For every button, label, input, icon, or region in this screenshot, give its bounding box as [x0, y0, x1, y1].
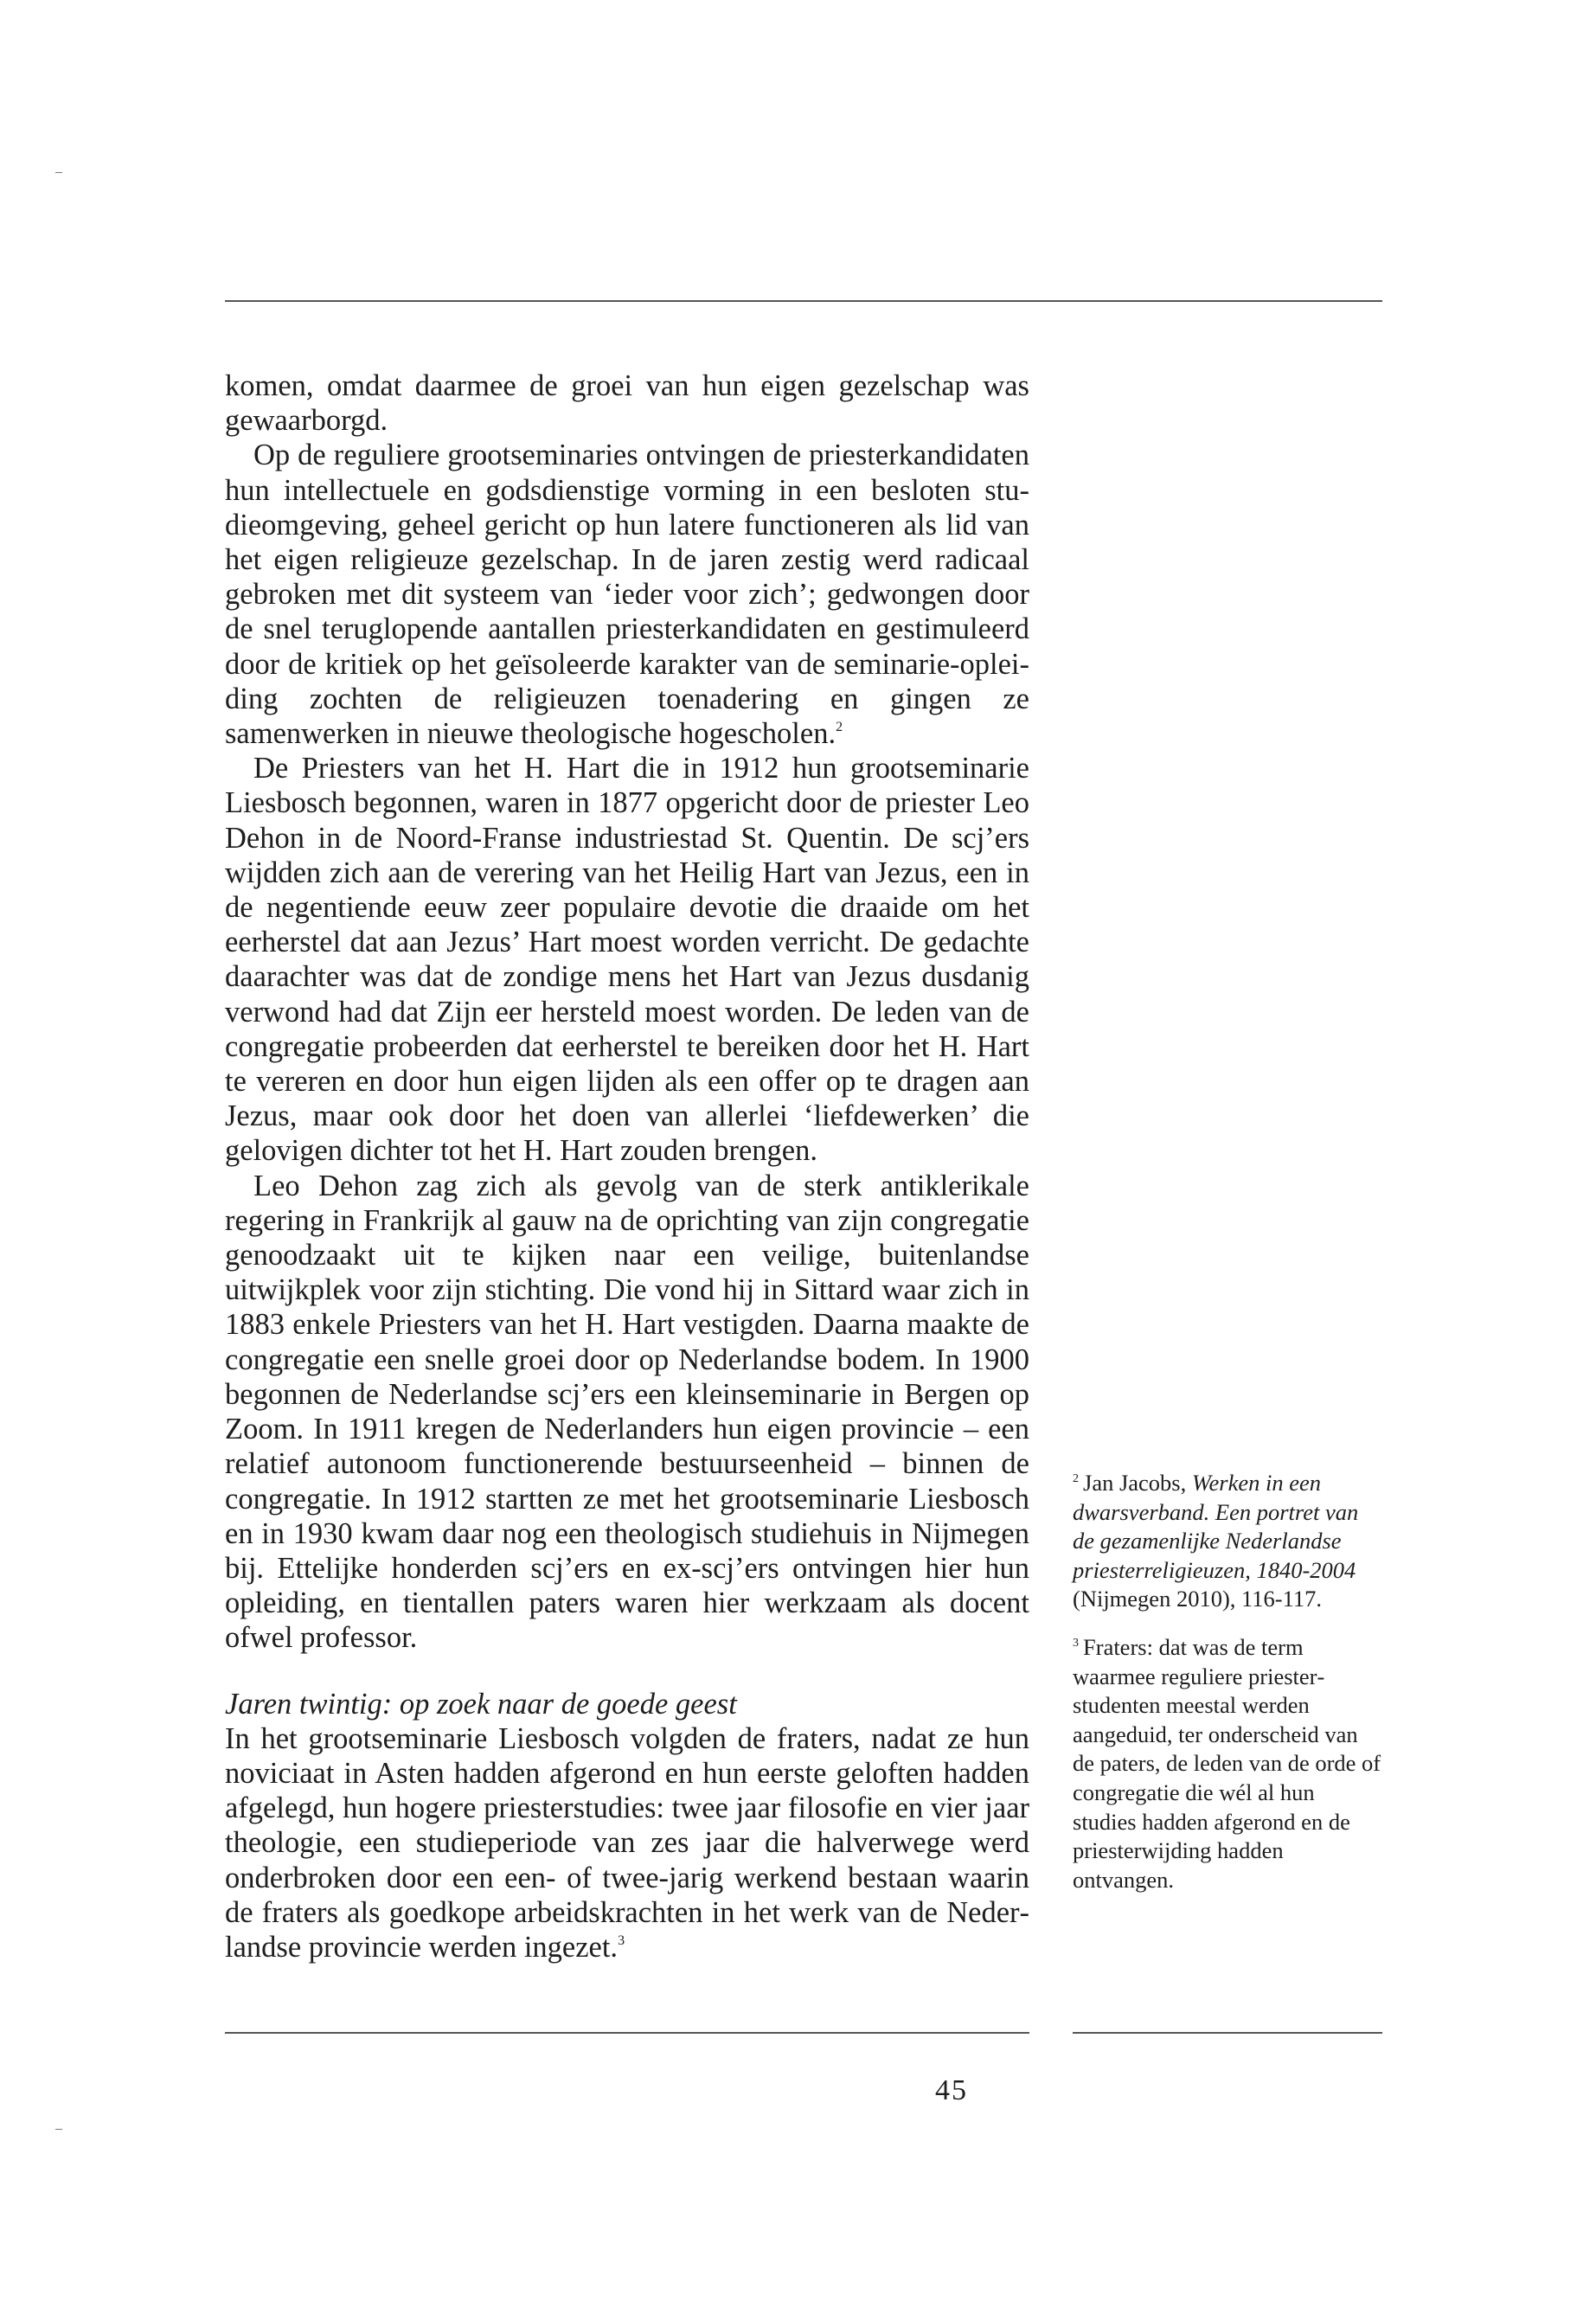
header-rule	[225, 300, 1382, 302]
footnote-2	[1073, 1469, 1382, 1614]
footnote-text: Fraters: dat was de term waarmee reguliere priesterstudenten meestal werden aangeduid, ter onderscheid van de paters, de leden van de orde of congregatie die wél al hun studies hadden afgerond en de priesterwijding hadden ontvangen.	[1073, 1633, 1381, 1893]
footnote-number: 3	[1073, 1636, 1079, 1650]
footnote-ref-2[interactable]: 2	[836, 720, 843, 735]
page-number: 45	[935, 2074, 968, 2106]
paragraph-4: Leo Dehon zag zich als gevolg van de sterk antiklerikale regering in Frankrijk al gauw na de oprichting van zijn congregatie genoodzaakt uit te kijken naar een veilige, buitenlandse uitwijkplek voor zijn stichting. Die vond hij in Sittard waar zich in 1883 enkele Priesters van het H. Hart vestigden. Daarna maakte de congregatie een snelle groei door op Nederlandse bodem. In 1900 begonnen de Nederlandse scj’ers een kleinseminarie in Bergen op Zoom. In 1911 kregen de Nederlanders hun eigen provincie – een relatief autonoom functionerende bestuurseenheid – binnen de congregatie. In 1912 startten ze met het grootseminarie Liesbosch en in 1930 kwam daar nog een theologisch studiehuis in Nijmegen bij. Ettelijke honderden scj’ers en ex-scj’ers ontvingen hier hun opleiding, en tientallen paters waren hier werkzaam als docent ofwel professor.	[225, 1169, 1029, 1655]
paragraph-1: komen, omdat daarmee de groei van hun eigen gezelschap was gewaarborgd.	[225, 369, 1029, 438]
footnote-ref-3[interactable]: 3	[618, 1932, 625, 1948]
paragraph-5: In het grootseminarie Liesbosch volgden de fraters, nadat ze hun noviciaat in Asten hadden afgerond en hun eerste geloften hadden afgelegd, hun hogere priesterstudies: twee jaar filosofie en vier jaar theologie, een studieperiode van zes jaar die halverwege werd onderbroken door een een- of twee-jarig werkend bestaan waarin de fraters als goedkope arbeidskrachten in het werk van de Nederlandse provincie werden ingezet.$^3$	[225, 1721, 1029, 1964]
crop-mark	[55, 172, 62, 173]
footer-rule-main	[225, 2032, 1029, 2034]
footnotes-column	[1073, 1469, 1382, 1913]
main-text-column	[225, 369, 1029, 1965]
paragraph-3: De Priesters van het H. Hart die in 1912 hun grootseminarie Liesbosch begonnen, waren in 1877 opgericht door de priester Leo Dehon in de Noord-Franse industriestad St. Quentin. De scj’ers wijdden zich aan de verering van het Heilig Hart van Jezus, een in de negentiende eeuw zeer populaire devotie die draaide om het eerherstel dat aan Jezus’ Hart moest worden verricht. De gedachte daarachter was dat de zondige mens het Hart van Jezus dusdanig verwond had dat Zijn eer hersteld moest worden. De leden van de congregatie probeerden dat eerherstel te bereiken door het H. Hart te vereren en door hun eigen lijden als een offer op te dragen aan Jezus, maar ook door het doen van allerlei ‘liefdewerken’ die gelovigen dichter tot het H. Hart zouden brengen.	[225, 752, 1029, 1168]
section-heading: Jaren twintig: op zoek naar de goede geest	[225, 1687, 737, 1721]
footnote-publication: (Nijmegen 2010), 116-117.	[1073, 1586, 1323, 1612]
footnote-title: Werken in een dwarsverband. Een portret van de gezamenlijke Nederlandse priesterreligieuzen, 1840-2004	[1073, 1470, 1359, 1583]
footer-rule-notes	[1073, 2032, 1382, 2034]
footnote-number: 2	[1073, 1472, 1079, 1485]
footnote-3	[1073, 1633, 1382, 1894]
footnote-author: Jan Jacobs,	[1083, 1470, 1187, 1496]
crop-mark	[55, 2129, 62, 2130]
paragraph-2: Op de reguliere grootseminaries ontvingen de priesterkandidaten hun intellectuele en godsdienstige vorming in een besloten studieomgeving, geheel gericht op hun latere functioneren als lid van het eigen religieuze gezelschap. In de jaren zestig werd radicaal gebroken met dit systeem van ‘ieder voor zich’; gedwongen door de snel teruglopende aantallen priesterkandidaten en gestimuleerd door de kritiek op het geïsoleerde karakter van de seminarie-opleiding zochten de religieuzen toenadering en gingen ze samenwerken in nieuwe theologische hogescholen.$^2$	[225, 439, 1029, 751]
